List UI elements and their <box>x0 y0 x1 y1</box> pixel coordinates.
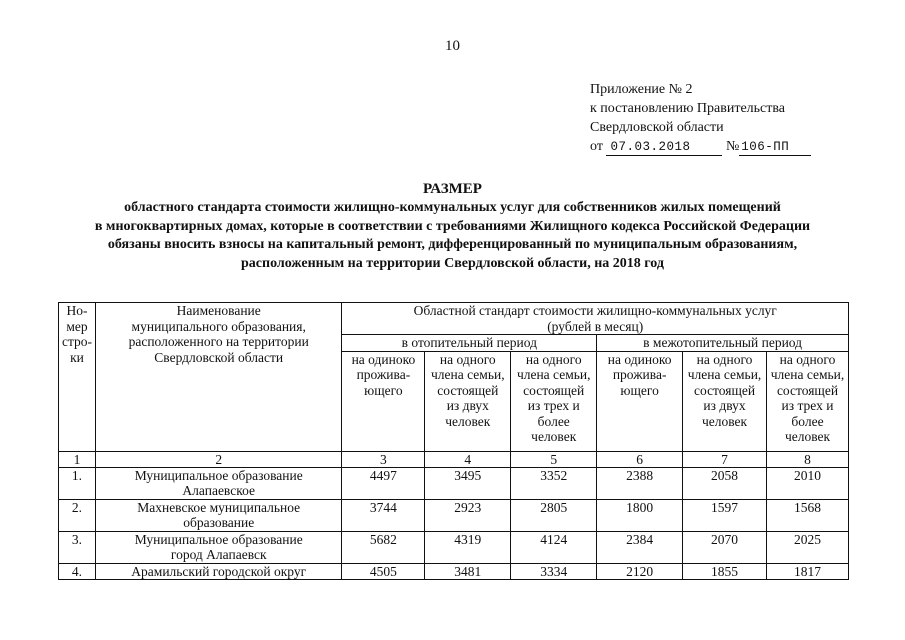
page-number: 10 <box>445 38 460 54</box>
value-col-6: 2120 <box>597 563 683 580</box>
appendix-date: 07.03.2018 <box>606 140 722 156</box>
value-col-5: 3352 <box>511 467 597 499</box>
table-row <box>59 467 849 499</box>
header-sub-col-5: на одного члена семьи, состоящей из трех и более человек <box>511 351 597 451</box>
standard-cost-table <box>58 302 849 580</box>
value-col-5: 2805 <box>511 499 597 531</box>
header-sub-col-4: на одного члена семьи, состоящей из двух человек <box>425 351 511 451</box>
header-row-number: Но- мер стро- ки <box>59 303 96 452</box>
table-row <box>59 531 849 563</box>
appendix-region: Свердловской области <box>590 120 724 135</box>
heading-line-3: обязаны вносить взносы на капитальный ремонт, дифференцированный по муниципальным образованиям, <box>107 237 798 252</box>
document-heading <box>0 180 905 273</box>
column-number-7: 7 <box>683 451 767 467</box>
column-number-4: 4 <box>425 451 511 467</box>
value-col-3: 5682 <box>342 531 425 563</box>
column-number-2: 2 <box>95 451 341 467</box>
value-col-7: 2058 <box>683 467 767 499</box>
header-sub-col-7: на одного члена семьи, состоящей из двух человек <box>683 351 767 451</box>
column-number-1: 1 <box>59 451 96 467</box>
value-col-4: 3495 <box>425 467 511 499</box>
column-number-8: 8 <box>767 451 849 467</box>
value-col-4: 3481 <box>425 563 511 580</box>
heading-line-1: областного стандарта стоимости жилищно-коммунальных услуг для собственников жилых помещений <box>124 200 781 215</box>
value-col-6: 2388 <box>597 467 683 499</box>
value-col-4: 4319 <box>425 531 511 563</box>
table-row <box>59 563 849 580</box>
row-number: 2. <box>59 499 96 531</box>
heading-line-4: расположенным на территории Свердловской области, на 2018 год <box>241 255 664 271</box>
header-sub-col-3: на одиноко прожива- ющего <box>342 351 425 451</box>
column-number-6: 6 <box>597 451 683 467</box>
municipality-name: Муниципальное образование город Алапаевск <box>95 531 341 563</box>
appendix-num-label: № <box>725 139 740 154</box>
header-standard: Областной стандарт стоимости жилищно-коммунальных услуг (рублей в месяц) <box>342 303 849 335</box>
municipality-name: Муниципальное образование Алапаевское <box>95 467 341 499</box>
value-col-8: 1817 <box>767 563 849 580</box>
heading-line-2: в многоквартирных домах, которые в соответствии с требованиями Жилищного кодекса Российской Федерации <box>94 218 811 234</box>
value-col-3: 3744 <box>342 499 425 531</box>
appendix-block <box>590 80 811 156</box>
row-number: 3. <box>59 531 96 563</box>
header-sub-col-6: на одиноко прожива- ющего <box>597 351 683 451</box>
municipality-name: Махневское муниципальное образование <box>95 499 341 531</box>
column-number-5: 5 <box>511 451 597 467</box>
value-col-5: 3334 <box>511 563 597 580</box>
municipality-name: Арамильский городской округ <box>95 563 341 580</box>
column-number-3: 3 <box>342 451 425 467</box>
header-municipality-name: Наименование муниципального образования, расположенного на территории Свердловской области <box>95 303 341 452</box>
value-col-7: 1855 <box>683 563 767 580</box>
value-col-7: 1597 <box>683 499 767 531</box>
header-interheating-period: в межотопительный период <box>597 335 849 352</box>
value-col-4: 2923 <box>425 499 511 531</box>
header-sub-col-8: на одного члена семьи, состоящей из трех и более человек <box>767 351 849 451</box>
value-col-6: 2384 <box>597 531 683 563</box>
value-col-8: 2025 <box>767 531 849 563</box>
appendix-date-line <box>590 137 811 156</box>
appendix-from-label: от <box>590 139 603 154</box>
value-col-3: 4505 <box>342 563 425 580</box>
value-col-5: 4124 <box>511 531 597 563</box>
row-number: 4. <box>59 563 96 580</box>
row-number: 1. <box>59 467 96 499</box>
value-col-3: 4497 <box>342 467 425 499</box>
appendix-resolution: к постановлению Правительства <box>590 101 786 116</box>
value-col-7: 2070 <box>683 531 767 563</box>
value-col-8: 2010 <box>767 467 849 499</box>
appendix-title: Приложение № 2 <box>590 82 693 97</box>
heading-title: РАЗМЕР <box>423 181 482 197</box>
value-col-6: 1800 <box>597 499 683 531</box>
table-row <box>59 499 849 531</box>
appendix-number: 106-ПП <box>739 140 811 156</box>
header-heating-period: в отопительный период <box>342 335 597 352</box>
value-col-8: 1568 <box>767 499 849 531</box>
